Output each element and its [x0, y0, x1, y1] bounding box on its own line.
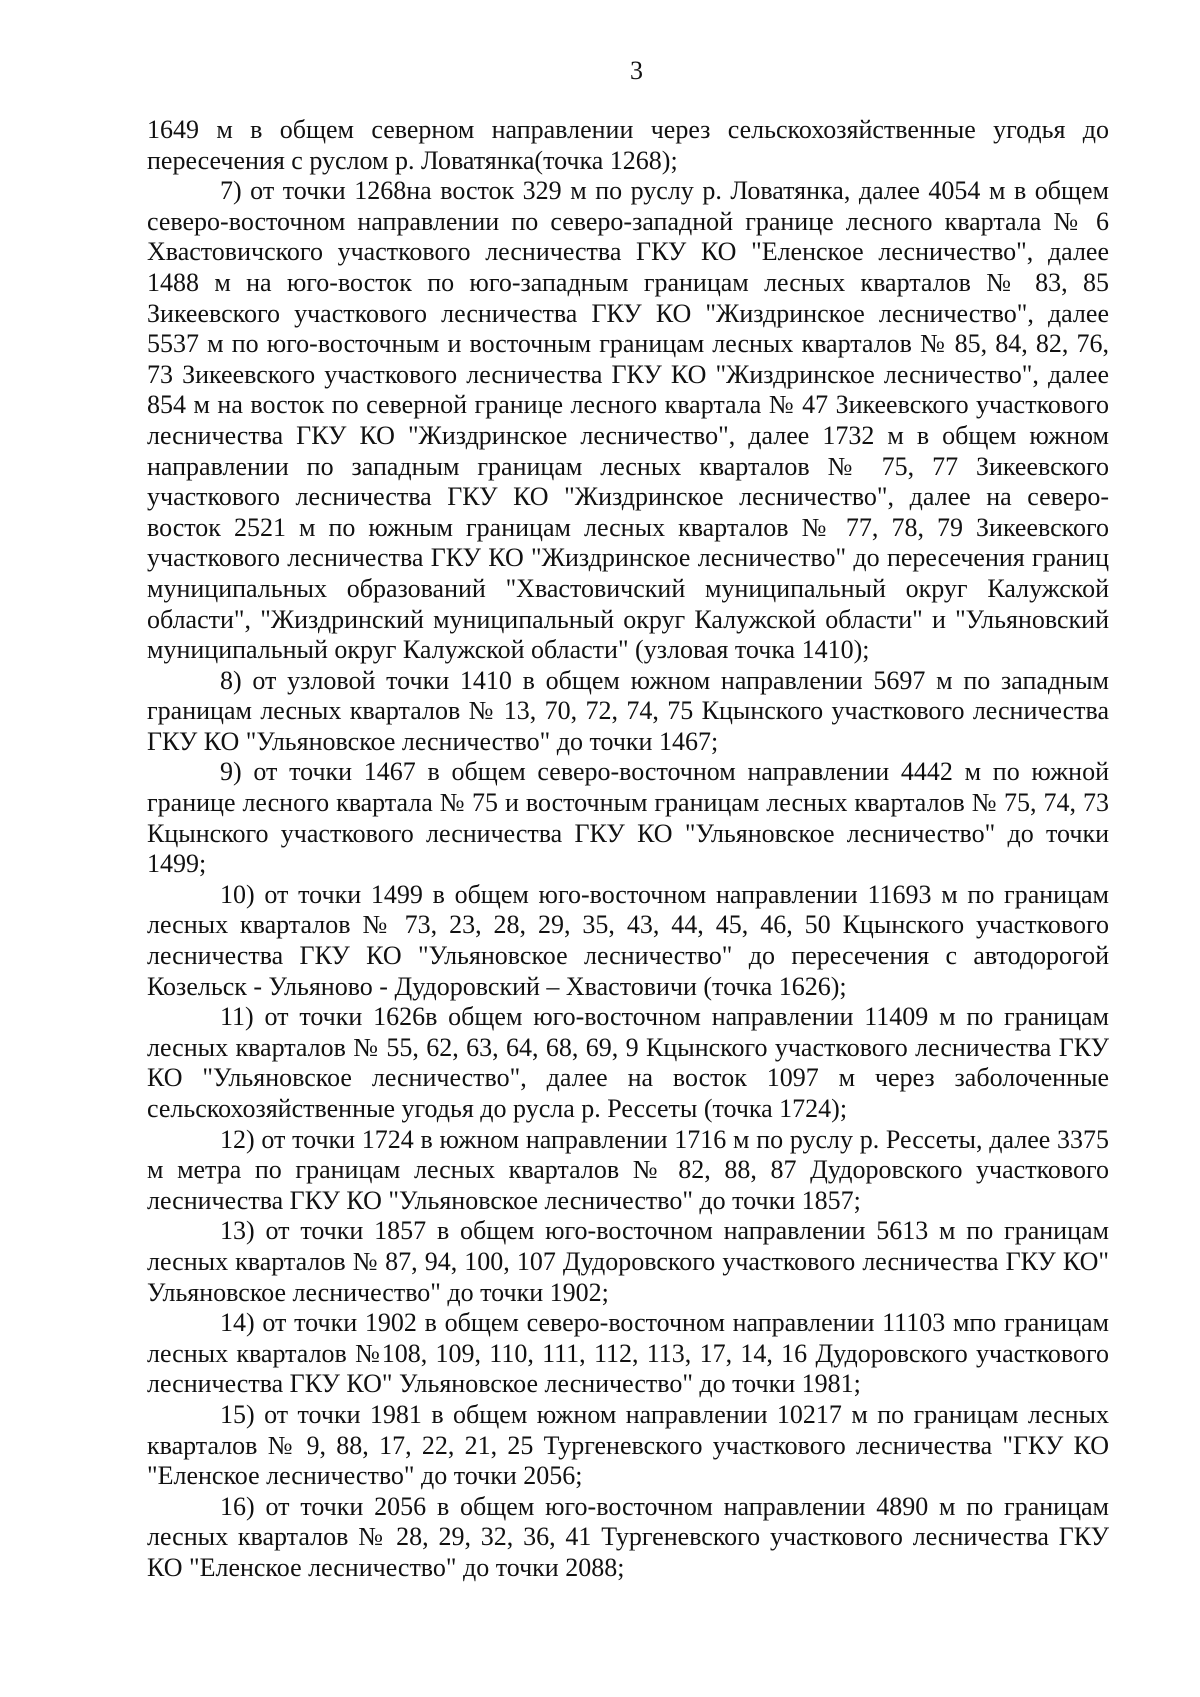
page-number: 3: [630, 56, 643, 85]
paragraph-item-14: 14) от точки 1902 в общем северо-восточном направлении 11103 мпо границам лесных кварталов №108, 109, 110, 111, 112, 113, 17, 14, 16 Дудоровского участкового лесничества ГКУ КО" Ульяновское лесничество" до точки 1981;: [147, 1308, 1109, 1399]
paragraph-item-10: 10) от точки 1499 в общем юго-восточном направлении 11693 м по границам лесных кварталов № 73, 23, 28, 29, 35, 43, 44, 45, 46, 50 Кцынского участкового лесничества ГКУ КО "Ульяновское лесничество" до пересечения с автодорогой Козельск - Ульяново - Дудоровский – Хвастовичи (точка 1626);: [147, 879, 1109, 1001]
paragraph-item-12: 12) от точки 1724 в южном направлении 1716 м по руслу р. Рессеты, далее 3375 м метра по границам лесных кварталов № 82, 88, 87 Дудоровского участкового лесничества ГКУ КО "Ульяновское лесничество" до точки 1857;: [147, 1124, 1109, 1215]
paragraph-item-8: 8) от узловой точки 1410 в общем южном направлении 5697 м по западным границам лесных кварталов № 13, 70, 72, 74, 75 Кцынского участкового лесничества ГКУ КО "Ульяновское лесничество" до точки 1467;: [147, 665, 1109, 756]
paragraph-item-11: 11) от точки 1626в общем юго-восточном направлении 11409 м по границам лесных кварталов № 55, 62, 63, 64, 68, 69, 9 Кцынского участкового лесничества ГКУ КО "Ульяновское лесничество", далее на восток 1097 м через заболоченные сельскохозяйственные угодья до русла р. Рессеты (точка 1724);: [147, 1002, 1109, 1123]
document-body: [147, 115, 1109, 1584]
paragraph-continuation: 1649 м в общем северном направлении через сельскохозяйственные угодья до пересечения с руслом р. Ловатянка(точка 1268);: [147, 115, 1109, 175]
paragraph-item-15: 15) от точки 1981 в общем южном направлении 10217 м по границам лесных кварталов № 9, 88, 17, 22, 21, 25 Тургеневского участкового лесничества "ГКУ КО "Еленское лесничество" до точки 2056;: [147, 1399, 1109, 1491]
paragraph-item-9: 9) от точки 1467 в общем северо-восточном направлении 4442 м по южной границе лесного квартала № 75 и восточным границам лесных кварталов № 75, 74, 73 Кцынского участкового лесничества ГКУ КО "Ульяновское лесничество" до точки 1499;: [147, 757, 1109, 879]
paragraph-item-13: 13) от точки 1857 в общем юго-восточном направлении 5613 м по границам лесных кварталов № 87, 94, 100, 107 Дудоровского участкового лесничества ГКУ КО" Ульяновское лесничество" до точки 1902;: [147, 1216, 1109, 1307]
paragraph-item-16: 16) от точки 2056 в общем юго-восточном направлении 4890 м по границам лесных кварталов № 28, 29, 32, 36, 41 Тургеневского участкового лесничества ГКУ КО "Еленское лесничество" до точки 2088;: [147, 1491, 1109, 1582]
paragraph-item-7: 7) от точки 1268на восток 329 м по руслу р. Ловатянка, далее 4054 м в общем северо-восточном направлении по северо-западной границе лесного квартала № 6 Хвастовичского участкового лесничества ГКУ КО "Еленское лесничество", далее 1488 м на юго-восток по юго-западным границам лесных кварталов № 83, 85 Зикеевского участкового лесничества ГКУ КО "Жиздринское лесничество", далее 5537 м по юго-восточным и восточным границам лесных кварталов № 85, 84, 82, 76, 73 Зикеевского участкового лесничества ГКУ КО "Жиздринское лесничество", далее 854 м на восток по северной границе лесного квартала № 47 Зикеевского участкового лесничества ГКУ КО "Жиздринское лесничество", далее 1732 м в общем южном направлении по западным границам лесных кварталов № 75, 77 Зикеевского участкового лесничества ГКУ КО "Жиздринское лесничество", далее на северо-восток 2521 м по южным границам лесных кварталов № 77, 78, 79 Зикеевского участкового лесничества ГКУ КО "Жиздринское лесничество" до пересечения границ муниципальных образований "Хвастовичский муниципальный округ Калужской области", "Жиздринский муниципальный округ Калужской области" и "Ульяновский муниципальный округ Калужской области" (узловая точка 1410);: [147, 176, 1109, 665]
